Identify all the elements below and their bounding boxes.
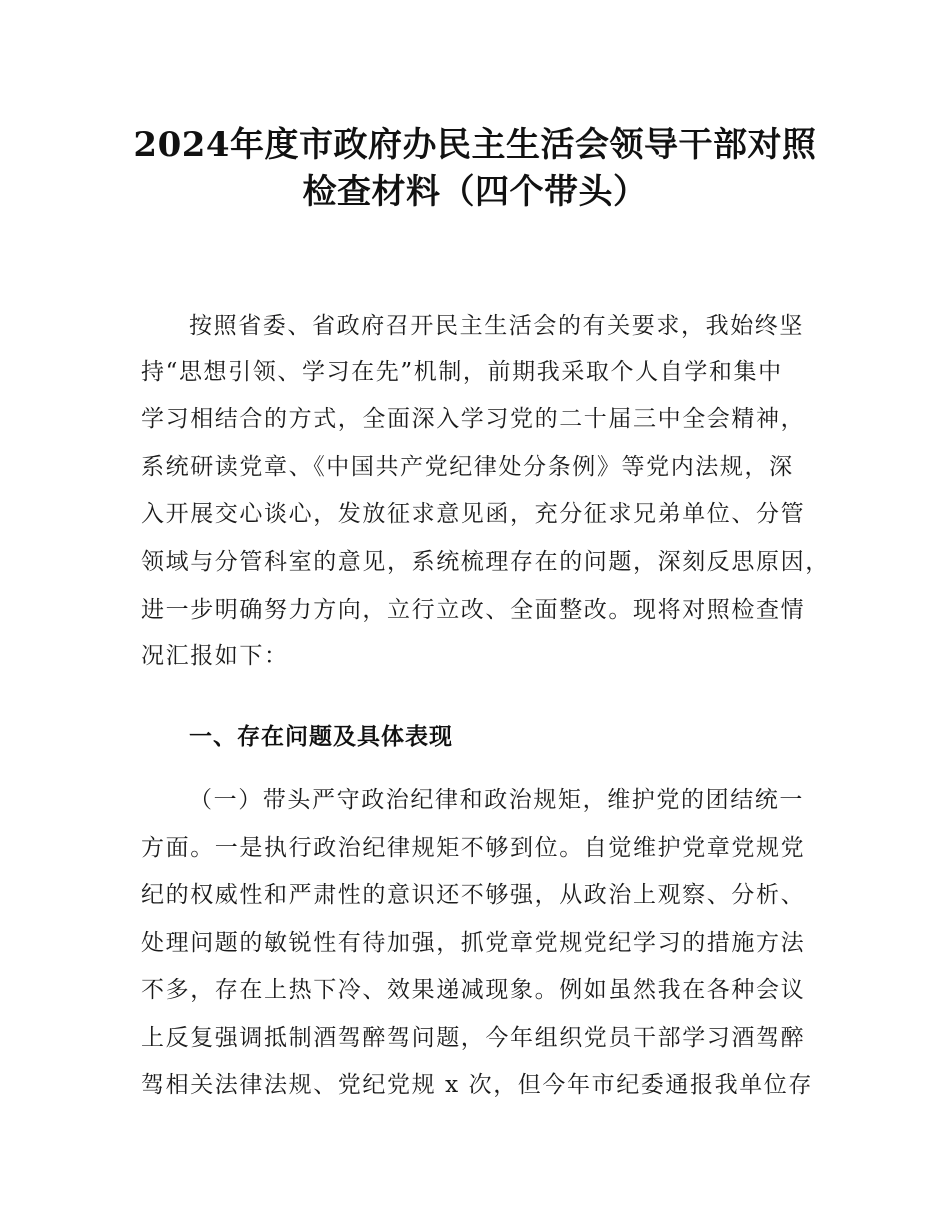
intro-line: 入开展交心谈心，发放征求意见函，充分征求兄弟单位、分管	[141, 501, 806, 527]
section-line: （一）带头严守政治纪律和政治规矩，维护党的团结统一	[189, 787, 804, 813]
section-line: 不多，存在上热下冷、效果递减现象。例如虽然我在各种会议	[141, 977, 806, 1003]
section-line: 上反复强调抵制酒驾醉驾问题，今年组织党员干部学习酒驾醉	[141, 1025, 806, 1051]
document-title-line-1: 2024年度市政府办民主生活会领导干部对照	[133, 125, 817, 165]
intro-line: 持“思想引领、学习在先”机制，前期我采取个人自学和集中	[141, 359, 783, 385]
section-heading: 一、存在问题及具体表现	[189, 724, 453, 750]
section-line: 纪的权威性和严肃性的意识还不够强，从政治上观察、分析、	[141, 882, 806, 908]
intro-line: 按照省委、省政府召开民主生活会的有关要求，我始终坚	[189, 313, 804, 339]
intro-line: 学习相结合的方式，全面深入学习党的二十届三中全会精神，	[141, 406, 806, 432]
intro-line: 况汇报如下：	[141, 643, 289, 669]
intro-line: 进一步明确努力方向，立行立改、全面整改。现将对照检查情	[141, 597, 806, 623]
section-line: 处理问题的敏锐性有待加强，抓党章党规党纪学习的措施方法	[141, 930, 806, 956]
section-line: 方面。一是执行政治纪律规矩不够到位。自觉维护党章党规党	[141, 835, 806, 861]
intro-line: 系统研读党章、《中国共产党纪律处分条例》等党内法规，深	[141, 454, 794, 480]
document-title-line-2: 检查材料（四个带头）	[302, 172, 648, 212]
intro-line: 领域与分管科室的意见，系统梳理存在的问题，深刻反思原因，	[141, 549, 830, 575]
section-line: 驾相关法律法规、党纪党规 x 次，但今年市纪委通报我单位存	[141, 1072, 813, 1098]
